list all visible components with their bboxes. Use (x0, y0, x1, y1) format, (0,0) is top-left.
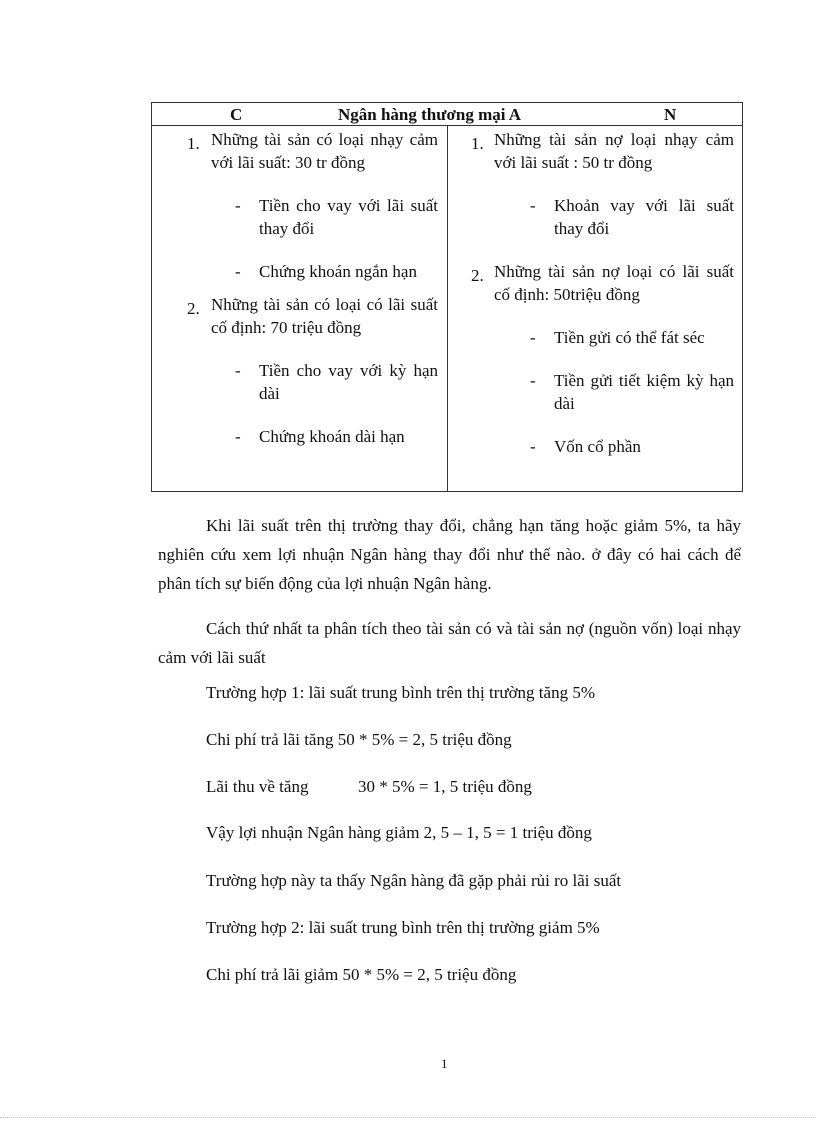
paragraph-method-one: Cách thứ nhất ta phân tích theo tài sản có và tài sản nợ (nguồn vốn) loại nhạy cảm với lãi suất (158, 619, 741, 667)
assets-sub-1-2: - Chứng khoán ngắn hạn (235, 262, 417, 281)
liabilities-column (448, 126, 743, 492)
interest-income-label: Lãi thu về tăng (206, 777, 309, 796)
balance-sheet-table (151, 102, 743, 492)
table-header-row (152, 103, 743, 126)
header-left-label: C (230, 105, 243, 124)
interest-cost-decrease-line: Chi phí trả lãi giảm 50 * 5% = 2, 5 triệu đồng (206, 965, 517, 984)
liabilities-sub-2-2: - Tiền gửi tiết kiệm kỳ hạn dài (530, 371, 734, 413)
assets-sub-1-1: - Tiền cho vay với lãi suất thay đổi (235, 196, 438, 238)
case-2-line: Trường hợp 2: lãi suất trung bình trên thị trường giảm 5% (206, 918, 600, 937)
liabilities-item-2-text: Những tài sản nợ loại có lãi suất cố định: 50triệu đồng (494, 262, 734, 304)
liabilities-item-2-number: 2. (471, 266, 484, 285)
assets-sub-2-2: - Chứng khoán dài hạn (235, 427, 405, 446)
liabilities-item-1 (471, 128, 734, 174)
assets-item-2 (187, 293, 438, 339)
page-bottom-border (0, 1117, 816, 1118)
assets-sub-2-1: - Tiền cho vay với kỳ hạn dài (235, 361, 438, 403)
liabilities-item-2 (471, 260, 734, 306)
interest-rate-risk-line: Trường hợp này ta thấy Ngân hàng đã gặp phải rủi ro lãi suất (206, 871, 622, 890)
liabilities-item-1-text: Những tài sản nợ loại nhạy cảm với lãi suất : 50 tr đồng (494, 130, 734, 172)
assets-item-2-number: 2. (187, 299, 200, 318)
assets-item-1-text: Những tài sản có loại nhạy cảm với lãi suất: 30 tr đồng (211, 130, 438, 172)
header-title: Ngân hàng thương mại A (338, 105, 522, 124)
paragraph-intro: Khi lãi suất trên thị trường thay đổi, chẳng hạn tăng hoặc giảm 5%, ta hãy nghiên cứu xem lợi nhuận Ngân hàng thay đổi như thế nào. ở đây có hai cách để phân tích sự biến động của lợi nhuận Ngân hàng. (158, 516, 741, 593)
header-right-label: N (664, 105, 677, 124)
assets-column (152, 126, 448, 492)
assets-item-2-text: Những tài sản có loại có lãi suất cố định: 70 triệu đồng (211, 295, 438, 337)
interest-cost-increase-line: Chi phí trả lãi tăng 50 * 5% = 2, 5 triệu đồng (206, 730, 512, 749)
assets-item-1-number: 1. (187, 134, 200, 153)
interest-income-value: 30 * 5% = 1, 5 triệu đồng (358, 777, 532, 796)
liabilities-sub-2-1: - Tiền gửi có thể fát séc (530, 328, 705, 347)
liabilities-sub-1-1: - Khoản vay với lãi suất thay đổi (530, 196, 734, 238)
profit-decrease-line: Vậy lợi nhuận Ngân hàng giảm 2, 5 – 1, 5 = 1 triệu đồng (206, 823, 592, 842)
liabilities-sub-2-3: - Vốn cổ phần (530, 437, 641, 456)
case-1-line: Trường hợp 1: lãi suất trung bình trên thị trường tăng 5% (206, 683, 595, 702)
liabilities-item-1-number: 1. (471, 134, 484, 153)
assets-item-1 (187, 128, 438, 174)
page-number: 1 (441, 1056, 448, 1071)
